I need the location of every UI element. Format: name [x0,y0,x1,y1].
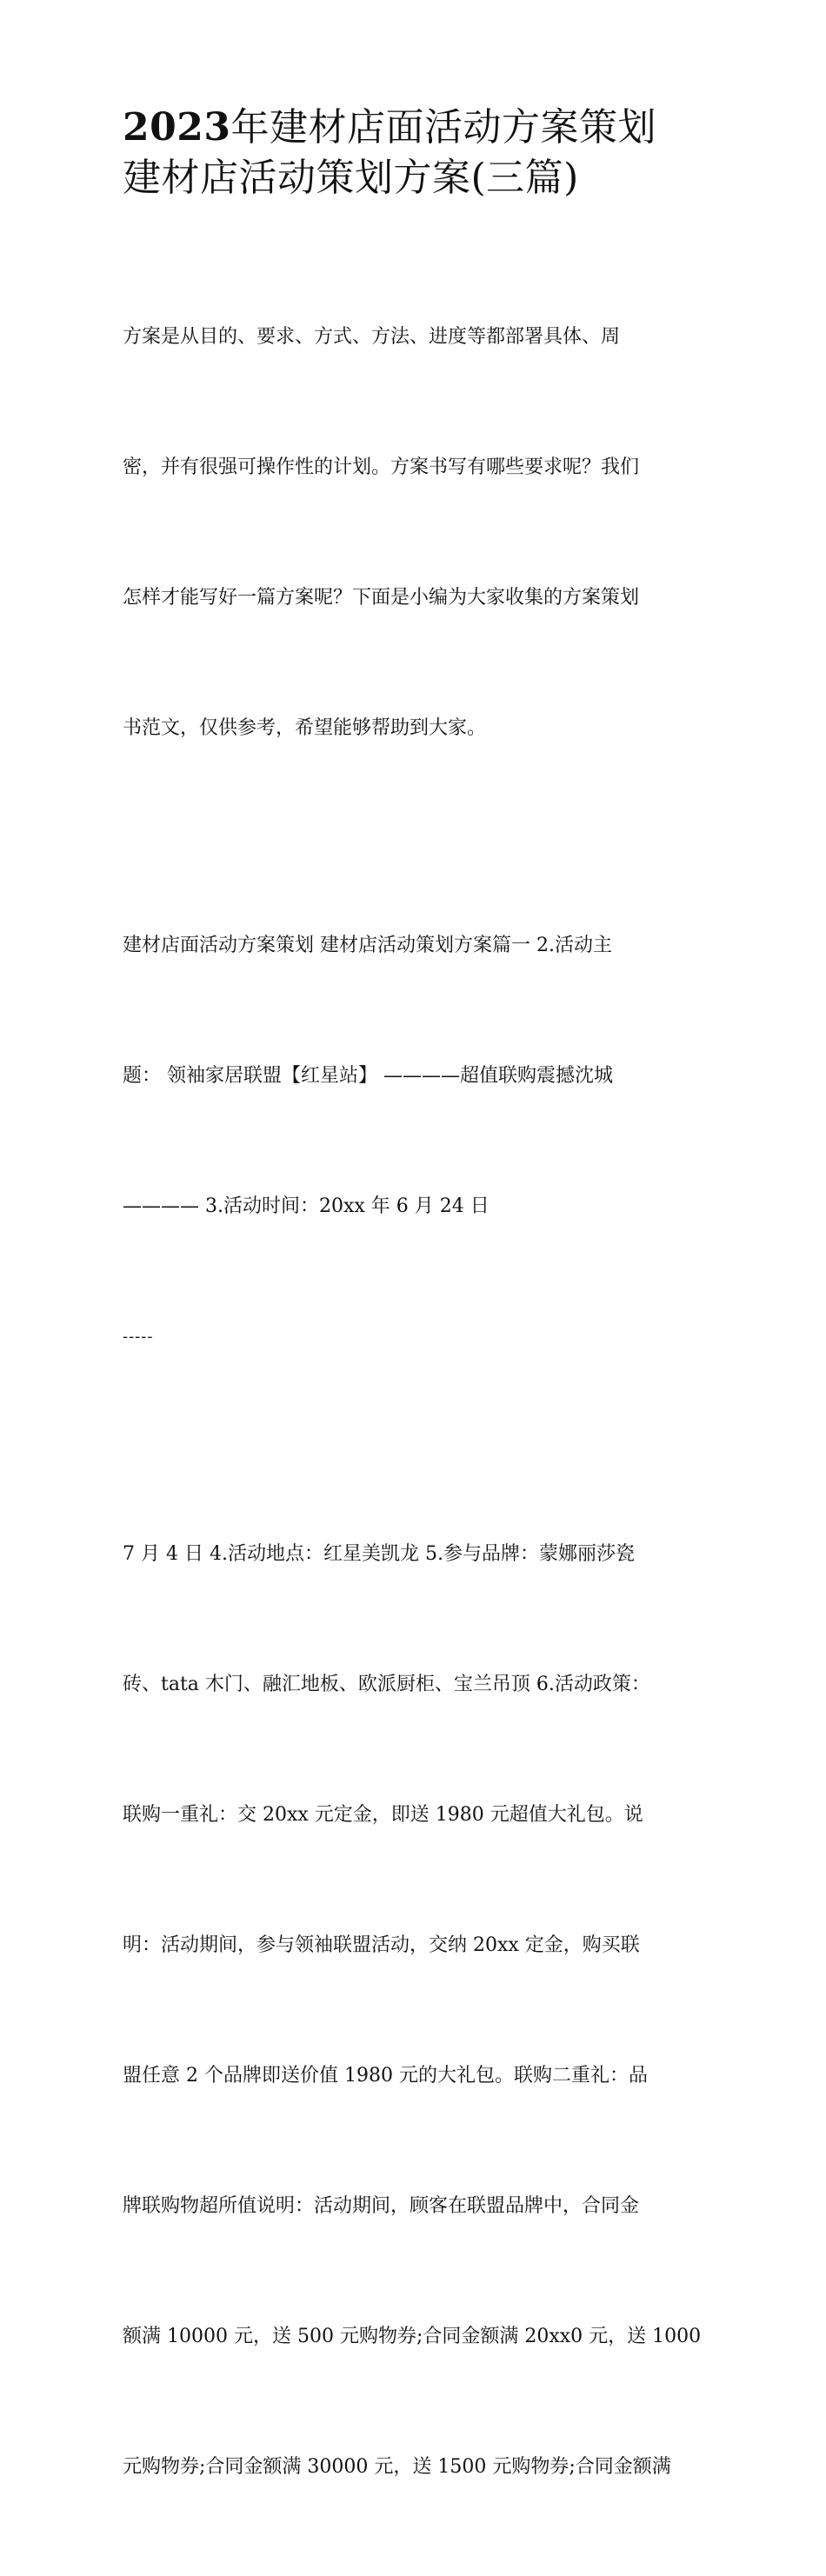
section-line: 建材店面活动方案策划 建材店活动策划方案篇一 2.活动主 [123,935,612,956]
detail-line: 牌联购物超所值说明：活动期间，顾客在联盟品牌中，合同金 [123,2195,640,2217]
intro-line: 密，并有很强可操作性的计划。方案书写有哪些要求呢？我们 [123,456,640,478]
detail-paragraph [123,1446,707,2576]
detail-line: 7 月 4 日 4.活动地点：红星美凯龙 5.参与品牌：蒙娜丽莎瓷 [123,1543,635,1565]
intro-line: 怎样才能写好一篇方案呢？下面是小编为大家收集的方案策划 [123,587,640,609]
intro-paragraph [123,229,707,837]
title-line-1-rest: 年建材店面活动方案策划 [230,105,656,150]
title-line-2: 建材店活动策划方案(三篇) [123,156,579,200]
detail-line: 砖、tata 木门、融汇地板、欧派厨柜、宝兰吊顶 6.活动政策： [123,1674,650,1695]
detail-line: 明：活动期间，参与领袖联盟活动，交纳 20xx 定金，购买联 [123,1934,640,1956]
intro-line: 方案是从目的、要求、方式、方法、进度等都部署具体、周 [123,326,621,348]
intro-line: 书范文，仅供参考，希望能够帮助到大家。 [123,717,487,739]
title-line-1 [123,103,707,153]
dash-separator: ----- [123,1328,154,1346]
detail-line: 联购一重礼：交 20xx 元定金，即送 1980 元超值大礼包。说 [123,1804,643,1826]
section-line: ———— 3.活动时间：20xx 年 6 月 24 日 [123,1195,490,1217]
detail-line: 元购物券;合同金额满 30000 元，送 1500 元购物券;合同金额满 [123,2456,671,2478]
detail-line: 盟任意 2 个品牌即送价值 1980 元的大礼包。联购二重礼：品 [123,2065,648,2087]
title-year: 2023 [123,105,231,150]
document-title [123,103,707,203]
section-line: 题： 领袖家居联盟【红星站】 ————超值联购震撼沈城 [123,1065,613,1087]
detail-line: 额满 10000 元，送 500 元购物券;合同金额满 20xx0 元，送 1000 [123,2326,702,2347]
document-page [123,103,707,2576]
section-paragraph [123,837,707,1446]
